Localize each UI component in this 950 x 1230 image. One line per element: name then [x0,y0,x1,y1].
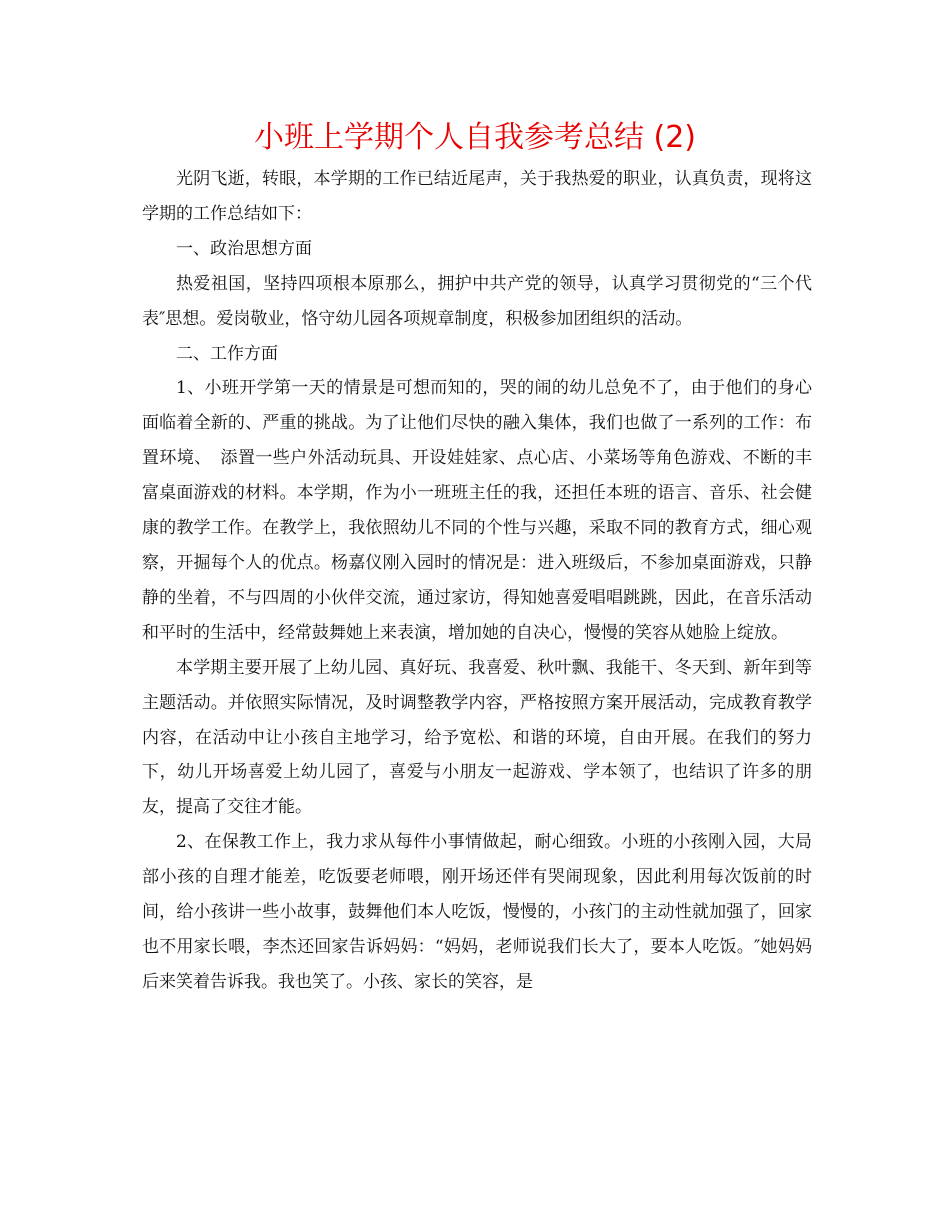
document-title: 小班上学期个人自我参考总结 (2) [253,120,697,155]
paragraph-themes: 本学期主要开展了上幼儿园、真好玩、我喜爱、秋叶飘、我能干、冬天到、新年到等主题活动。并依照实际情况，及时调整教学内容，严格按照方案开展活动，完成教育教学内容，在活动中让小孩自主地学习，给予宽松、和谐的环境，自由开展。在我们的努力下，幼儿开场喜爱上幼儿园了，喜爱与小朋友一起游戏、学本领了，也结识了许多的朋友，提高了交往才能。 [142,657,812,818]
paragraph-work-2: 2、在保教工作上，我力求从每件小事情做起，耐心细致。小班的小孩刚入园，大局部小孩的自理才能差，吃饭要老师喂，刚开场还伴有哭闹现象，因此利用每次饭前的时间，给小孩讲一些小故事，鼓舞他们本人吃饭，慢慢的，小孩门的主动性就加强了，回家也不用家长喂，李杰还回家告诉妈妈：“妈妈，老师说我们长大了，要本人吃饭。″她妈妈后来笑着告诉我。我也笑了。小孩、家长的笑容，是 [142,832,812,992]
section-heading-work: 二、工作方面 [176,343,278,364]
section-heading-politics: 一、政治思想方面 [176,238,312,259]
document-body [142,162,812,1000]
paragraph-intro: 光阴飞逝，转眼，本学期的工作已结近尾声，关于我热爱的职业，认真负责，现将这学期的工作总结如下： [142,169,812,224]
paragraph-politics: 热爱祖国，坚持四项根本原那么，拥护中共产党的领导，认真学习贯彻党的“三个代表″思想。爱岗敬业，恪守幼儿园各项规章制度，积极参加团组织的活动。 [142,273,812,329]
paragraph-work-1: 1、小班开学第一天的情景是可想而知的，哭的闹的幼儿总免不了，由于他们的身心面临着全新的、严重的挑战。为了让他们尽快的融入集体，我们也做了一系列的工作：布置环境、 添置一些户外活动玩具、开设娃娃家、点心店、小菜场等角色游戏、不断的丰富桌面游戏的材料。本学期，作为小一班班主任的我，还担任本班的语言、音乐、社会健康的教学工作。在教学上，我依照幼儿不同的个性与兴趣，采取不同的教育方式，细心观察，开掘每个人的优点。杨嘉仪刚入园时的情况是：进入班级后，不参加桌面游戏，只静静的坐着，不与四周的小伙伴交流，通过家访，得知她喜爱唱唱跳跳，因此，在音乐活动和平时的生活中，经常鼓舞她上来表演，增加她的自决心，慢慢的笑容从她脸上绽放。 [142,378,812,643]
